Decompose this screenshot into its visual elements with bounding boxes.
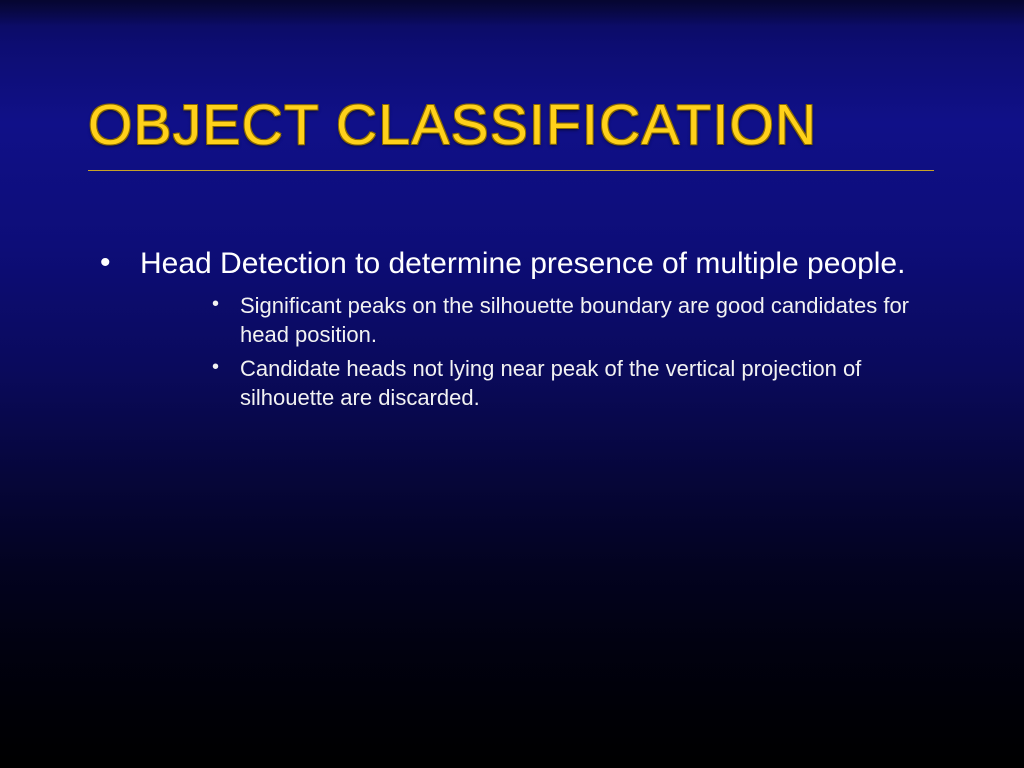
title-block xyxy=(88,93,944,171)
bullet-icon: • xyxy=(212,356,220,379)
sub-bullet-text: Significant peaks on the silhouette boundary are good candidates for head position. xyxy=(240,293,910,348)
bullet-list-level2 xyxy=(140,291,940,412)
bullet-text: Head Detection to determine presence of multiple people. xyxy=(140,247,906,280)
list-item xyxy=(200,291,940,349)
title-divider xyxy=(88,170,934,171)
bullet-icon: • xyxy=(100,246,111,279)
slide-body xyxy=(92,244,952,417)
list-item xyxy=(200,354,940,412)
sub-bullet-text: Candidate heads not lying near peak of the vertical projection of silhouette are discarded. xyxy=(240,356,862,411)
bullet-icon: • xyxy=(212,293,220,315)
page-title: OBJECT CLASSIFICATION xyxy=(88,93,818,157)
list-item xyxy=(92,244,940,412)
bullet-list-level1 xyxy=(92,244,952,412)
